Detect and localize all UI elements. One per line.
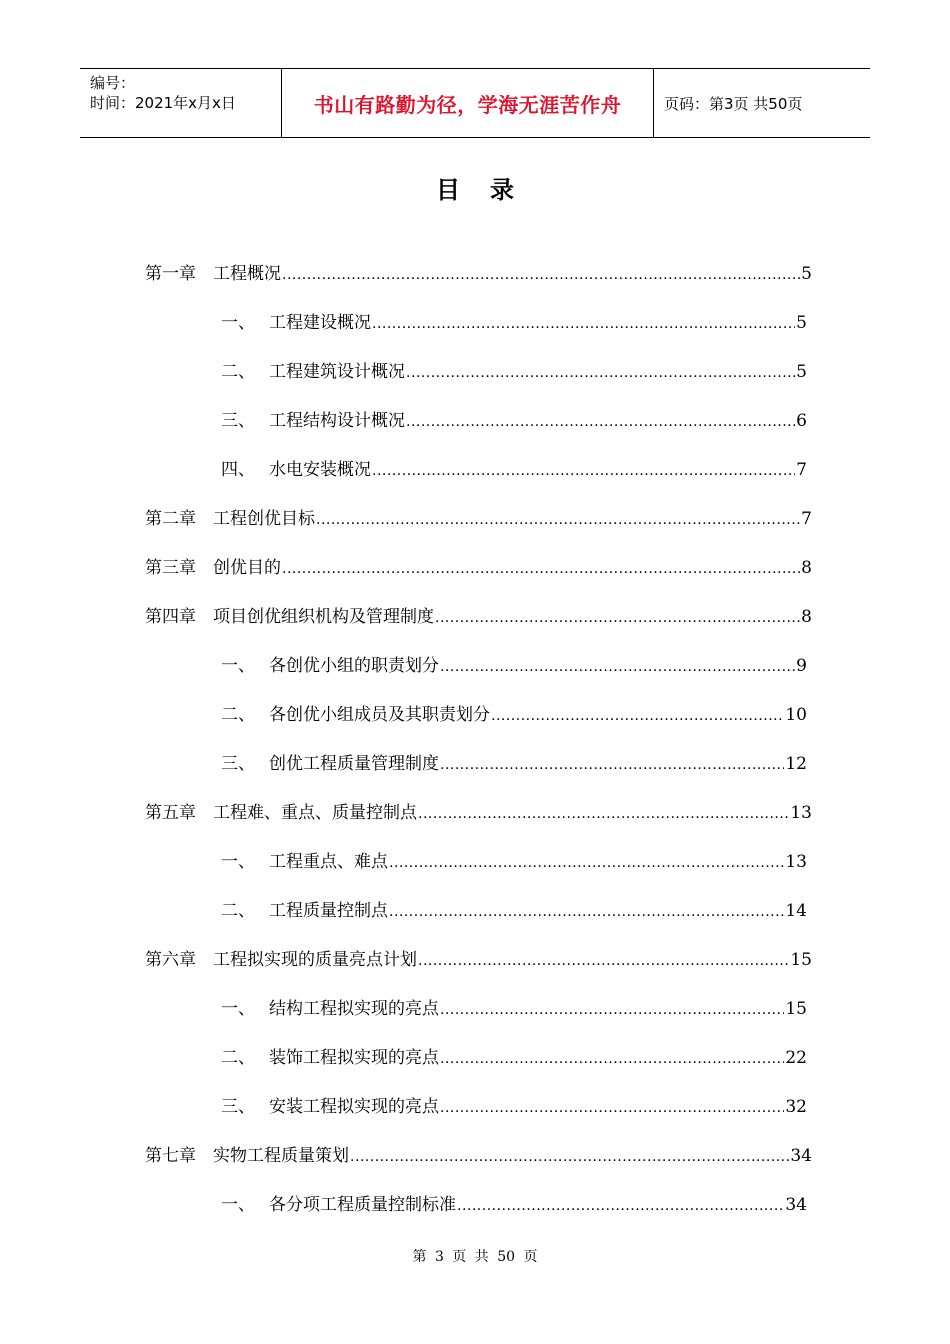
toc-entry-number: 第二章 (145, 509, 196, 529)
toc-dot-leader (491, 703, 784, 729)
toc-entry-title: 工程质量控制点 (269, 901, 388, 921)
toc-dot-leader (372, 458, 795, 484)
toc-entry-title: 结构工程拟实现的亮点 (269, 999, 439, 1019)
toc-entry-page-number: 10 (785, 705, 807, 725)
toc-entry-page-number: 15 (785, 999, 807, 1019)
page-footer: 第 3 页 共 50 页 (412, 1249, 538, 1265)
toc-entry-title: 安装工程拟实现的亮点 (269, 1097, 439, 1117)
toc-dot-leader (440, 654, 795, 680)
toc-title: 目录 (436, 176, 544, 204)
toc-entry-number: 一、 (221, 852, 255, 872)
toc-dot-leader (389, 850, 784, 876)
toc-entry-title: 工程概况 (213, 264, 281, 284)
toc-dot-leader (372, 311, 795, 337)
toc-dot-leader (435, 605, 800, 631)
toc-entry-page-number: 8 (801, 558, 812, 578)
toc-entry-title: 工程拟实现的质量亮点计划 (213, 950, 417, 970)
toc-entry[interactable] (221, 751, 807, 777)
toc-entry[interactable] (221, 996, 807, 1022)
toc-entry-number: 第七章 (145, 1146, 196, 1166)
toc-entry-page-number: 8 (801, 607, 812, 627)
toc-entry[interactable] (145, 555, 812, 581)
toc-entry-page-number: 22 (785, 1048, 807, 1068)
toc-entry[interactable] (221, 849, 807, 875)
toc-entry-number: 二、 (221, 1048, 255, 1068)
toc-entry[interactable] (145, 800, 812, 826)
toc-entry-number: 三、 (221, 1097, 255, 1117)
toc-entry-page-number: 15 (790, 950, 812, 970)
motto-text: 书山有路勤为径，学海无涯苦作舟 (313, 92, 622, 117)
toc-entry-title: 项目创优组织机构及管理制度 (213, 607, 434, 627)
toc-entry[interactable] (221, 898, 807, 924)
toc-entry-title: 工程建筑设计概况 (269, 362, 405, 382)
toc-dot-leader (389, 899, 784, 925)
toc-entry-title: 各创优小组的职责划分 (269, 656, 439, 676)
toc-entry-title: 各创优小组成员及其职责划分 (269, 705, 490, 725)
toc-dot-leader (406, 409, 795, 435)
toc-entry[interactable] (221, 1045, 807, 1071)
code-label: 编号： (90, 74, 136, 92)
toc-entry[interactable] (145, 604, 812, 630)
toc-entry-number: 第一章 (145, 264, 196, 284)
toc-entry-number: 第五章 (145, 803, 196, 823)
header-meta-cell (80, 69, 282, 137)
toc-entry-title: 水电安装概况 (269, 460, 371, 480)
toc-entry-number: 二、 (221, 362, 255, 382)
toc-entry-number: 二、 (221, 901, 255, 921)
toc-dot-leader (440, 1095, 784, 1121)
page-header (80, 68, 870, 138)
toc-entry[interactable] (221, 359, 807, 385)
toc-entry-page-number: 5 (796, 362, 807, 382)
toc-entry-title: 各分项工程质量控制标准 (269, 1195, 456, 1215)
toc-dot-leader (440, 997, 784, 1023)
toc-entry-number: 第四章 (145, 607, 196, 627)
toc-entry-number: 三、 (221, 754, 255, 774)
toc-entry-title: 实物工程质量策划 (213, 1146, 349, 1166)
toc-entry-title: 工程结构设计概况 (269, 411, 405, 431)
toc-entry-number: 第三章 (145, 558, 196, 578)
toc-dot-leader (406, 360, 795, 386)
toc-entry-page-number: 13 (790, 803, 812, 823)
toc-entry-title: 工程建设概况 (269, 313, 371, 333)
toc-entry-title: 工程创优目标 (213, 509, 315, 529)
toc-dot-leader (350, 1144, 789, 1170)
toc-entry-number: 三、 (221, 411, 255, 431)
toc-entry[interactable] (221, 653, 807, 679)
toc-entry-number: 一、 (221, 656, 255, 676)
toc-dot-leader (457, 1193, 784, 1219)
toc-entry-page-number: 6 (796, 411, 807, 431)
toc-dot-leader (282, 262, 800, 288)
toc-entry[interactable] (221, 1094, 807, 1120)
toc-entry-number: 第六章 (145, 950, 196, 970)
toc-entry-page-number: 12 (785, 754, 807, 774)
toc-entry[interactable] (221, 457, 807, 483)
toc-dot-leader (440, 752, 784, 778)
toc-entry-page-number: 5 (801, 264, 812, 284)
header-page-cell (654, 69, 870, 137)
toc-entry[interactable] (221, 310, 807, 336)
toc-entry-page-number: 34 (790, 1146, 812, 1166)
toc-entry-page-number: 7 (796, 460, 807, 480)
header-motto-cell (282, 69, 654, 137)
toc-entry-page-number: 9 (796, 656, 807, 676)
toc-entry-page-number: 7 (801, 509, 812, 529)
toc-dot-leader (316, 507, 800, 533)
toc-entry-number: 一、 (221, 999, 255, 1019)
toc-dot-leader (418, 801, 789, 827)
time-label: 时间：2021年x月x日 (90, 94, 236, 112)
toc-dot-leader (440, 1046, 784, 1072)
toc-entry-title: 工程难、重点、质量控制点 (213, 803, 417, 823)
toc-entry[interactable] (145, 947, 812, 973)
toc-entry-page-number: 34 (785, 1195, 807, 1215)
toc-entry[interactable] (221, 1192, 807, 1218)
toc-entry-page-number: 5 (796, 313, 807, 333)
toc-entry[interactable] (145, 261, 812, 287)
toc-entry-number: 一、 (221, 1195, 255, 1215)
toc-entry-title: 创优目的 (213, 558, 281, 578)
toc-entry-page-number: 13 (785, 852, 807, 872)
toc-entry-page-number: 32 (785, 1097, 807, 1117)
toc-entry[interactable] (221, 702, 807, 728)
toc-dot-leader (418, 948, 789, 974)
toc-dot-leader (282, 556, 800, 582)
toc-entry-title: 工程重点、难点 (269, 852, 388, 872)
toc-entry-title: 创优工程质量管理制度 (269, 754, 439, 774)
toc-entry-number: 四、 (221, 460, 255, 480)
toc-entry-page-number: 14 (785, 901, 807, 921)
toc-entry[interactable] (221, 408, 807, 434)
toc-entry[interactable] (145, 1143, 812, 1169)
page-info: 页码：第3页 共50页 (664, 94, 803, 113)
toc-entry-number: 一、 (221, 313, 255, 333)
toc-entry-number: 二、 (221, 705, 255, 725)
toc-entry-title: 装饰工程拟实现的亮点 (269, 1048, 439, 1068)
toc-entry[interactable] (145, 506, 812, 532)
